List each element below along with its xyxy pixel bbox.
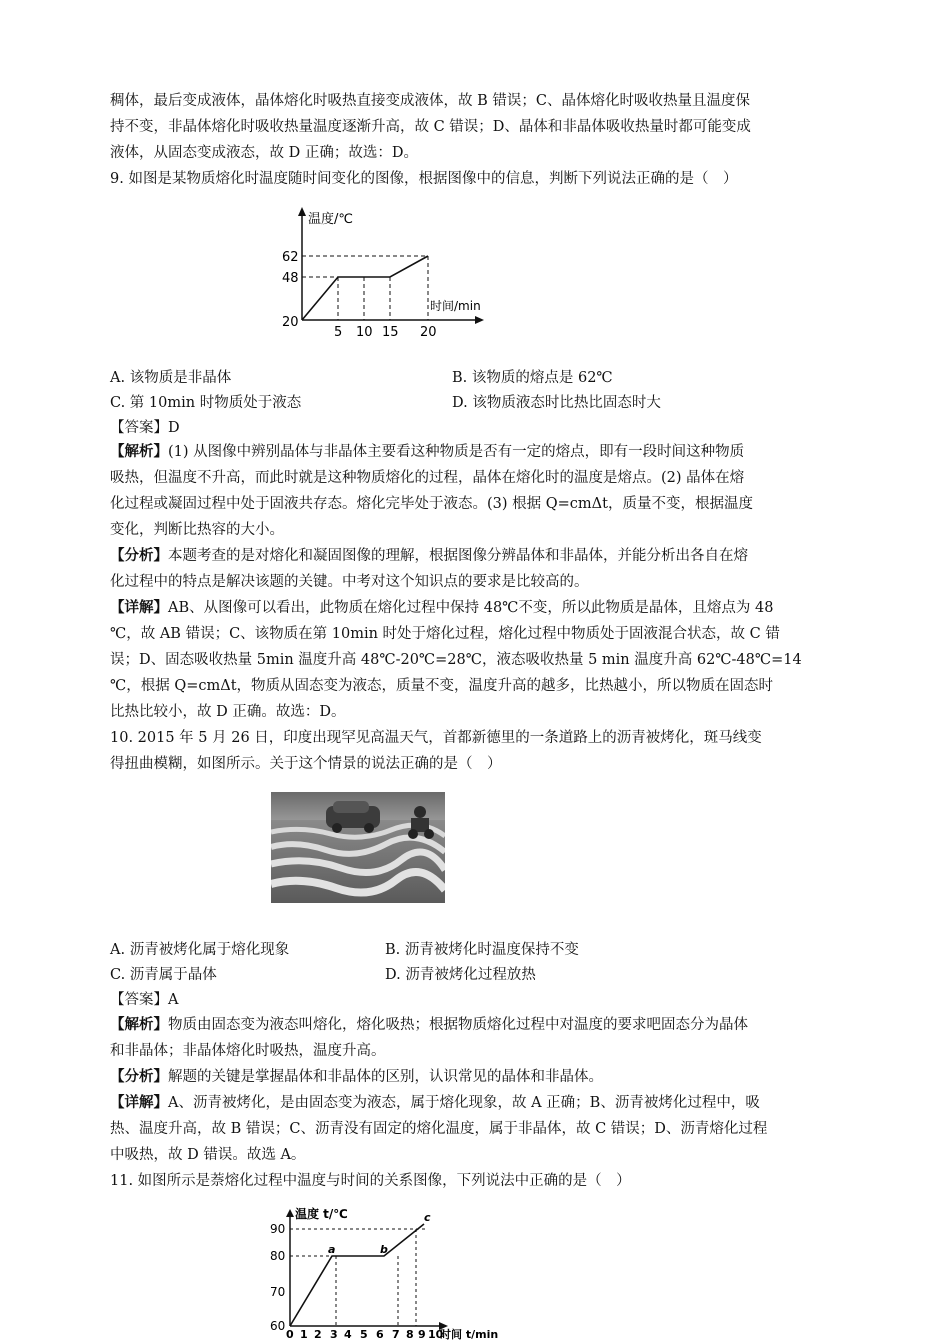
q9-jiexi-line <box>110 442 744 462</box>
text-line: 得扭曲模糊，如图所示。关于这个情景的说法正确的是（ ） <box>110 756 502 772</box>
text-line: 稠体，最后变成液体，晶体熔化时吸热直接变成液体，故 B 错误；C、晶体熔化时吸收热量且温度保 <box>110 93 750 109</box>
x-tick-8: 8 <box>406 1328 414 1340</box>
text-line: 液体，从固态变成液态，故 D 正确；故选：D。 <box>110 145 418 161</box>
q10-answer: 【答案】A <box>110 992 179 1008</box>
x-tick-6: 6 <box>376 1328 384 1340</box>
q9-option-d: D. 该物质液态时比热比固态时大 <box>452 395 661 411</box>
text-line: 吸热，但温度不升高，而此时就是这种物质熔化的过程，晶体在熔化时的温度是熔点。(2) 晶体在熔 <box>110 470 745 486</box>
text-line: 热、温度升高，故 B 错误；C、沥青没有固定的熔化温度，属于非晶体，故 C 错误；D、沥青熔化过程 <box>110 1121 768 1137</box>
x-tick-0: 0 <box>286 1328 294 1340</box>
text-line: 比热比较小，故 D 正确。故选：D。 <box>110 704 346 720</box>
fenxi-text: 解题的关键是掌握晶体和非晶体的区别，认识常见的晶体和非晶体。 <box>168 1069 603 1085</box>
x-tick-5: 5 <box>360 1328 368 1340</box>
text-line: 化过程或凝固过程中处于固液共存态。熔化完毕处于液态。(3) 根据 Q=cmΔt，质量不变，根据温度 <box>110 496 753 512</box>
x-axis-arrow-icon <box>475 316 484 324</box>
text-line: ℃，故 AB 错误；C、该物质在第 10min 时处于熔化过程，熔化过程中物质处于固液混合状态，故 C 错 <box>110 626 780 642</box>
melted-asphalt-photo <box>271 792 445 903</box>
x-tick-4: 4 <box>344 1328 352 1340</box>
y-tick-20: 20 <box>282 315 299 330</box>
q9-xiangjie-line <box>110 598 773 618</box>
xiangjie-tag: 【详解】 <box>110 1094 168 1111</box>
q10-xiangjie-line <box>110 1093 760 1113</box>
text-line: 中吸热，故 D 错误。故选 A。 <box>110 1147 306 1163</box>
x-tick-2: 2 <box>314 1328 322 1340</box>
question-10-stem: 10. 2015 年 5 月 26 日，印度出现罕见高温天气，首都新德里的一条道路上的沥青被烤化，斑马线变 <box>110 730 762 746</box>
question-11-stem: 11. 如图所示是萘熔化过程中温度与时间的关系图像，下列说法中正确的是（ ） <box>110 1173 631 1189</box>
question-9-stem: 9. 如图是某物质熔化时温度随时间变化的图像，根据图像中的信息，判断下列说法正确的是（ ） <box>110 171 738 187</box>
x-tick-20: 20 <box>420 325 437 340</box>
text-line: 持不变，非晶体熔化时吸收热量温度逐渐升高，故 C 错误；D、晶体和非晶体吸收热量时都可能变成 <box>110 119 751 135</box>
y-tick-48: 48 <box>282 271 299 286</box>
q10-option-c: C. 沥青属于晶体 <box>110 967 217 983</box>
q9-option-b: B. 该物质的熔点是 62℃ <box>452 370 613 386</box>
xiangjie-tag: 【详解】 <box>110 599 168 616</box>
point-c-label: c <box>424 1211 431 1224</box>
jiexi-text: 物质由固态变为液态叫熔化，熔化吸热；根据物质熔化过程中对温度的要求吧固态分为晶体 <box>168 1017 748 1033</box>
x-tick-15: 15 <box>382 325 399 340</box>
fenxi-tag: 【分析】 <box>110 547 168 564</box>
jiexi-text: (1) 从图像中辨别晶体与非晶体主要看这种物质是否有一定的熔点，即有一段时间这种物质 <box>168 444 745 460</box>
melting-graph-q9 <box>280 205 490 340</box>
q10-fenxi-line <box>110 1067 603 1087</box>
text-line: 化过程中的特点是解决该题的关键。中考对这个知识点的要求是比较高的。 <box>110 574 589 590</box>
x-tick-9: 9 <box>418 1328 426 1340</box>
xiangjie-text: A、沥青被烤化，是由固态变为液态，属于熔化现象，故 A 正确；B、沥青被烤化过程中，吸 <box>168 1095 760 1111</box>
text-line: 变化，判断比热容的大小。 <box>110 522 284 538</box>
y-tick-70: 70 <box>270 1285 286 1299</box>
y-axis-arrow-icon <box>298 207 306 216</box>
q9-option-a: A. 该物质是非晶体 <box>110 370 232 386</box>
y-axis-arrow-icon <box>286 1209 294 1217</box>
jiexi-tag: 【解析】 <box>110 443 168 460</box>
text-line: 和非晶体；非晶体熔化时吸热，温度升高。 <box>110 1043 386 1059</box>
x-tick-10: 10 <box>356 325 373 340</box>
text-line: 误；D、固态吸收热量 5min 温度升高 48℃-20℃=28℃，液态吸收热量 5 min 温度升高 62℃-48℃=14 <box>110 652 802 668</box>
naphthalene-graph-q11 <box>268 1204 508 1340</box>
q10-jiexi-line <box>110 1015 748 1035</box>
x-axis-label: 时间/min <box>430 299 481 313</box>
y-tick-62: 62 <box>282 250 299 265</box>
x-tick-7: 7 <box>392 1328 400 1340</box>
y-tick-60: 60 <box>270 1319 286 1333</box>
q9-answer: 【答案】D <box>110 420 180 436</box>
temperature-curve <box>290 1224 424 1326</box>
y-tick-90: 90 <box>270 1222 286 1236</box>
point-b-label: b <box>380 1243 388 1256</box>
text-line: ℃，根据 Q=cmΔt，物质从固态变为液态，质量不变，温度升高的越多，比热越小，所以物质在固态时 <box>110 678 774 694</box>
x-tick-3: 3 <box>330 1328 338 1340</box>
x-tick-1: 1 <box>300 1328 308 1340</box>
fenxi-text: 本题考查的是对熔化和凝固图像的理解，根据图像分辨晶体和非晶体，并能分析出各自在熔 <box>168 548 748 564</box>
x-tick-5: 5 <box>334 325 343 340</box>
xiangjie-text: AB、从图像可以看出，此物质在熔化过程中保持 48℃不变，所以此物质是晶体，且熔点为 48 <box>168 600 774 616</box>
y-axis-label: 温度 t/℃ <box>295 1207 348 1221</box>
temperature-curve <box>302 256 428 320</box>
q9-option-c: C. 第 10min 时物质处于液态 <box>110 395 302 411</box>
x-axis-label: 时间 t/min <box>440 1328 499 1340</box>
q10-option-b: B. 沥青被烤化时温度保持不变 <box>385 942 579 958</box>
x-tick-10: 10 <box>428 1328 444 1340</box>
jiexi-tag: 【解析】 <box>110 1016 168 1033</box>
y-axis-label: 温度/℃ <box>308 212 353 227</box>
q10-option-d: D. 沥青被烤化过程放热 <box>385 967 536 983</box>
y-tick-80: 80 <box>270 1249 286 1263</box>
fenxi-tag: 【分析】 <box>110 1068 168 1085</box>
q10-option-a: A. 沥青被烤化属于熔化现象 <box>110 942 290 958</box>
q9-fenxi-line <box>110 546 748 566</box>
point-a-label: a <box>328 1243 336 1256</box>
